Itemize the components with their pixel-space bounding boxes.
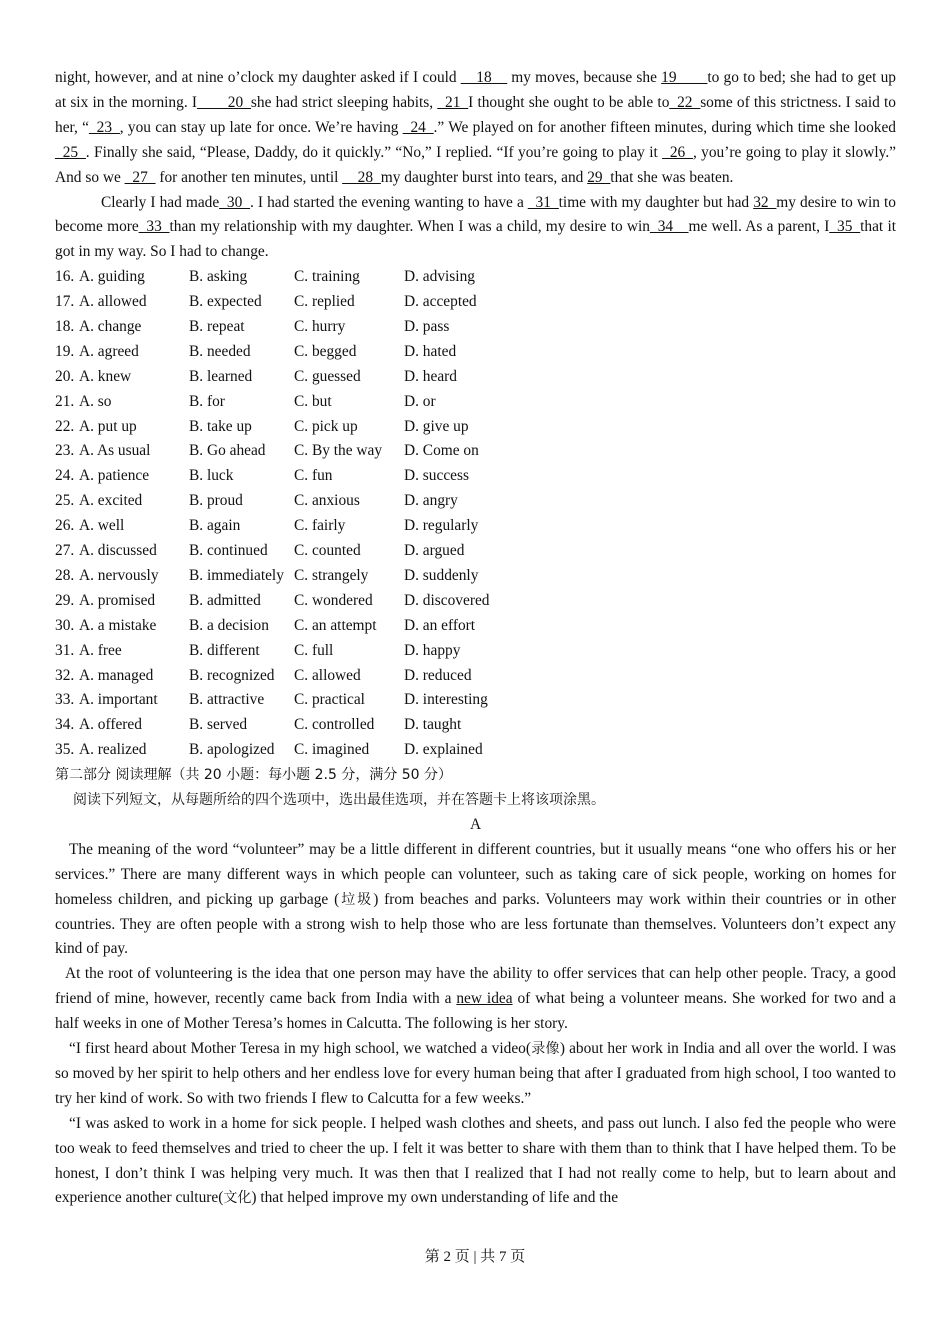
option-c: C. counted [294, 542, 361, 560]
question-number: 26. [55, 517, 75, 535]
option-a: A. change [79, 318, 142, 336]
option-b: B. again [189, 517, 241, 535]
option-a: A. knew [79, 367, 132, 385]
option-d: D. give up [404, 417, 469, 435]
reading-paragraph-3: “I first heard about Mother Teresa in my high school, we watched a video(录像) about her work in India and all over the world. I was so moved by her spirit to help others and her endless love for every human being that after I graduated from high school, I too wanted to try her kind of work. So with two friends I flew to Calcutta for a few weeks.” [55, 1040, 896, 1107]
page-footer: 第 2 页 | 共 7 页 [424, 1249, 526, 1265]
question-row [55, 265, 896, 290]
question-number: 34. [55, 716, 75, 734]
question-number: 30. [55, 616, 75, 634]
option-d: D. discovered [404, 591, 490, 609]
blank-34: _34__ [650, 218, 689, 236]
option-d: D. advising [404, 268, 475, 286]
reading-paragraph-1: The meaning of the word “volunteer” may be a little different in different countries, but it usually means “one who offers his or her services.” There are many different ways in which people can volunteer, such as taking care of sick people, working on homes for homeless children, and picking up garbage (垃圾) from beaches and parks. Volunteers may work within their countries or in other countries. They are often people with a strong wish to help those who are less fortunate than themselves. Volunteers don’t expect any kind of pay. [55, 840, 897, 958]
option-b: B. a decision [189, 616, 269, 634]
option-c: C. imagined [294, 741, 370, 759]
option-a: A. agreed [79, 342, 139, 360]
option-a: A. important [79, 691, 158, 709]
option-b: B. apologized [189, 741, 275, 759]
option-b: B. for [189, 392, 225, 410]
option-d: D. Come on [404, 442, 479, 460]
blank-20: ____20_ [197, 93, 251, 111]
option-d: D. hated [404, 342, 457, 360]
option-d: D. suddenly [404, 566, 479, 584]
question-row [55, 564, 896, 589]
option-d: D. pass [404, 318, 450, 336]
question-row [55, 539, 896, 564]
option-c: C. By the way [294, 442, 383, 460]
question-number: 29. [55, 591, 75, 609]
option-b: B. different [189, 641, 260, 659]
blank-18: __18__ [460, 69, 508, 86]
option-c: C. allowed [294, 666, 361, 684]
option-d: D. success [404, 467, 469, 485]
question-number: 24. [55, 467, 75, 485]
option-d: D. regularly [404, 517, 479, 535]
option-d: D. an effort [404, 616, 476, 634]
question-row [55, 415, 896, 440]
option-d: D. taught [404, 716, 462, 734]
section-2-heading: 第二部分 阅读理解（共 20 小题：每小题 2.5 分，满分 50 分） [55, 767, 453, 784]
blank-23: _23_ [88, 118, 120, 136]
cloze-paragraph-1: night, however, and at nine o’clock my daughter asked if I could __18__ my moves, because she 19____to go to bed; she had to get up at six in the morning. I____20_she had strict sleeping habits, _21_I thought she ought to be able to_22_some of this strictness. I said to her, “_23_, you can stay up late for once. We’re having _24_.” We played on for another fifteen minutes, during which time she looked _25_. Finally she said, “Please, Daddy, do it quickly.” “No,” I replied. “If you’re going to play it _26_, you’re going to play it slowly.” And so we _27_ for another ten minutes, until __28_my daughter burst into tears, and 29_that she was beaten. [55, 69, 897, 186]
option-a: A. put up [79, 417, 137, 435]
option-b: B. attractive [189, 691, 265, 709]
option-b: B. repeat [189, 318, 245, 336]
option-b: B. learned [189, 367, 253, 385]
question-row [55, 365, 896, 390]
option-a: A. free [79, 641, 122, 659]
option-c: C. fairly [294, 517, 346, 535]
option-a: A. a mistake [79, 616, 157, 634]
option-a: A. discussed [79, 542, 157, 560]
option-a: A. realized [79, 741, 147, 759]
question-number: 19. [55, 342, 75, 360]
blank-26: _26_ [662, 143, 693, 161]
option-b: B. expected [189, 293, 262, 311]
question-row [55, 688, 896, 713]
question-number: 27. [55, 542, 75, 560]
option-b: B. proud [189, 492, 243, 510]
question-row [55, 390, 896, 415]
blank-33: _33_ [138, 218, 170, 236]
option-b: B. needed [189, 342, 251, 360]
option-c: C. an attempt [294, 616, 377, 634]
question-number: 28. [55, 566, 75, 584]
question-row [55, 315, 896, 340]
option-b: B. recognized [189, 666, 275, 684]
option-c: C. strangely [294, 566, 369, 584]
blank-31: _31_ [527, 193, 559, 211]
question-number: 33. [55, 691, 75, 709]
option-c: C. practical [294, 691, 365, 709]
option-c: C. pick up [294, 417, 358, 435]
option-b: B. asking [189, 268, 248, 286]
question-row [55, 589, 896, 614]
option-a: A. offered [79, 716, 142, 734]
option-c: C. hurry [294, 318, 346, 336]
option-a: A. managed [79, 666, 154, 684]
blank-35: _35_ [829, 218, 861, 236]
question-number: 23. [55, 442, 75, 460]
option-a: A. guiding [79, 268, 145, 286]
question-number: 32. [55, 666, 75, 684]
question-row [55, 664, 896, 689]
cloze-paragraph-2: Clearly I had made_30_. I had started the evening wanting to have a _31_time with my daughter but had 32_my desire to win to become more_33_than my relationship with my daughter. When I was a child, my desire to win_34__me well. As a parent, I_35_that it got in my way. So I had to change. [55, 193, 897, 261]
option-c: C. controlled [294, 716, 375, 734]
reading-paragraph-2: At the root of volunteering is the idea that one person may have the ability to offer services that can help other people. Tracy, a good friend of mine, however, recently came back from India with a new idea of what being a volunteer means. She worked for two and a half weeks in one of Mother Teresa’s homes in Calcutta. The following is her story. [55, 965, 896, 1033]
section-2-instruction: 阅读下列短文，从每题所给的四个选项中，选出最佳选项，并在答题卡上将该项涂黑。 [73, 791, 605, 808]
question-number: 25. [55, 492, 75, 510]
option-a: A. patience [79, 467, 150, 485]
question-number: 20. [55, 367, 75, 385]
option-d: D. happy [404, 641, 461, 659]
option-d: D. accepted [404, 293, 477, 311]
option-b: B. Go ahead [189, 442, 266, 460]
underlined-phrase: new idea [456, 990, 513, 1008]
option-d: D. angry [404, 492, 458, 510]
question-row [55, 340, 896, 365]
question-number: 31. [55, 641, 75, 659]
question-row [55, 489, 896, 514]
question-row [55, 713, 896, 738]
option-a: A. nervously [79, 566, 159, 584]
option-d: D. reduced [404, 666, 472, 684]
blank-25: _25_ [55, 143, 86, 161]
blank-29: 29_ [587, 168, 611, 186]
question-row [55, 514, 896, 539]
option-b: B. immediately [189, 566, 284, 584]
option-a: A. allowed [79, 293, 147, 311]
question-list [55, 265, 896, 763]
blank-28: __28_ [342, 168, 381, 186]
question-row [55, 439, 896, 464]
passage-label: A [469, 815, 482, 833]
option-c: C. wondered [294, 591, 373, 609]
question-number: 35. [55, 741, 75, 759]
option-c: C. training [294, 268, 360, 286]
blank-30: _30_ [219, 193, 250, 211]
question-row [55, 614, 896, 639]
blank-21: _21_ [437, 93, 469, 111]
blank-19: 19____ [661, 69, 708, 86]
blank-27: _27_ [124, 168, 156, 186]
option-b: B. admitted [189, 591, 261, 609]
option-b: B. luck [189, 467, 234, 485]
exam-page [55, 66, 896, 1211]
option-a: A. so [79, 392, 112, 410]
question-number: 16. [55, 268, 75, 286]
question-row [55, 738, 896, 763]
option-c: C. begged [294, 342, 357, 360]
option-c: C. replied [294, 293, 355, 311]
option-b: B. served [189, 716, 248, 734]
blank-32: 32_ [753, 193, 777, 211]
question-number: 22. [55, 417, 75, 435]
option-d: D. explained [404, 741, 483, 759]
option-d: D. argued [404, 542, 465, 560]
option-c: C. guessed [294, 367, 361, 385]
blank-24: _24_ [402, 118, 434, 136]
option-a: A. well [79, 517, 125, 535]
option-b: B. continued [189, 542, 268, 560]
option-a: A. As usual [79, 442, 151, 460]
option-c: C. fun [294, 467, 333, 485]
option-b: B. take up [189, 417, 252, 435]
reading-paragraph-4: “I was asked to work in a home for sick people. I helped wash clothes and sheets, and pass out lunch. I also fed the people who were too weak to feed themselves and tried to cheer the up. I felt it was better to share with them than to think that I have helped them. To be honest, I don’t think I was helping very much. It was then that I realized that I had not really come to help, but to learn about and experience another culture(文化) that helped improve my own understanding of life and the [55, 1114, 896, 1207]
question-row [55, 464, 896, 489]
question-row [55, 290, 896, 315]
option-d: D. or [404, 392, 436, 410]
option-d: D. heard [404, 367, 457, 385]
option-c: C. but [294, 392, 332, 410]
option-c: C. anxious [294, 492, 360, 510]
question-number: 17. [55, 293, 75, 311]
question-row [55, 639, 896, 664]
question-number: 21. [55, 392, 75, 410]
blank-22: _22_ [669, 93, 701, 111]
option-a: A. excited [79, 492, 143, 510]
option-c: C. full [294, 641, 334, 659]
question-number: 18. [55, 318, 75, 336]
option-a: A. promised [79, 591, 156, 609]
option-d: D. interesting [404, 691, 488, 709]
